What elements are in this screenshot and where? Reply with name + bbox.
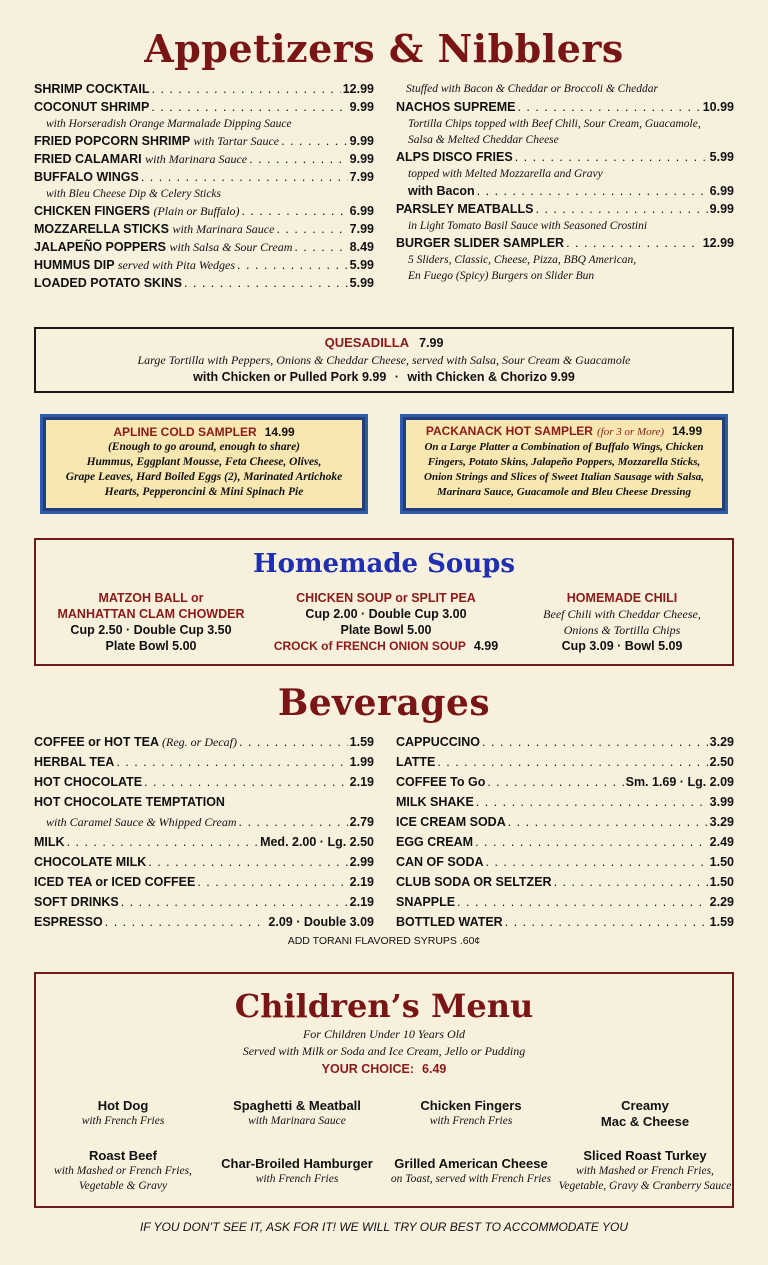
menu-item: BOTTLED WATER . . . 1.59 <box>396 912 734 932</box>
cold-sampler-line: Hearts, Pepperoncini & Mini Spinach Pie <box>104 486 304 498</box>
menu-item: LOADED POTATO SKINS . . . 5.99 <box>34 274 374 292</box>
hot-sampler-line: Fingers, Potato Skins, Jalapeño Poppers, Mozzarella Sticks, <box>427 456 701 468</box>
menu-item: CHICKEN FINGERS (Plain or Buffalo) . . . 6.99 <box>34 202 374 220</box>
menu-item: HOT CHOCOLATE . . . 2.19 <box>34 772 374 792</box>
menu-item: CLUB SODA OR SELTZER . . . 1.50 <box>396 872 734 892</box>
cold-sampler-line: Grape Leaves, Hard Boiled Eggs (2), Marinated Artichoke <box>65 471 343 483</box>
menu-item: FRIED POPCORN SHRIMP with Tartar Sauce . . . 9.99 <box>34 132 374 150</box>
hot-sampler-line: On a Large Platter a Combination of Buffalo Wings, Chicken <box>424 441 704 453</box>
kids-item: Char-Broiled Hamburger with French Fries <box>221 1156 373 1185</box>
hot-sampler-line: Onion Strings and Slices of Sweet Italian Sausage with Salsa, <box>424 471 704 483</box>
appetizers-left-column <box>34 80 374 292</box>
menu-item-desc: Tortilla Chips topped with Beef Chili, Sour Cream, Guacamole, <box>408 118 701 130</box>
cold-sampler-box <box>40 414 368 514</box>
menu-item: HUMMUS DIP served with Pita Wedges . . . 5.99 <box>34 256 374 274</box>
menu-item-desc: in Light Tomato Basil Sauce with Seasoned Crostini <box>408 220 648 232</box>
menu-item: NACHOS SUPREME . . . 10.99 <box>396 98 734 116</box>
children-sub: For Children Under 10 Years Old <box>302 1027 466 1041</box>
syrups-note: ADD TORANI FLAVORED SYRUPS .60¢ <box>287 935 481 947</box>
children-box <box>34 972 734 1208</box>
kids-item: Sliced Roast Turkey with Mashed or French Fries, Vegetable, Gravy & Cranberry Sauce <box>558 1148 732 1192</box>
cold-sampler-line: Hummus, Eggplant Mousse, Feta Cheese, Olives, <box>86 456 322 468</box>
kids-item: Grilled American Cheese on Toast, served with French Fries <box>390 1156 552 1185</box>
soup-chili: HOMEMADE CHILI Beef Chili with Cheddar Cheese, Onions & Tortilla Chips Cup 3.09 · Bowl 5.09 <box>543 591 701 653</box>
soup-chicken: CHICKEN SOUP or SPLIT PEA Cup 2.00 · Double Cup 3.00 Plate Bowl 5.00 CROCK of FRENCH ONION SOUP 4.99 <box>273 591 499 653</box>
menu-item-desc: En Fuego (Spicy) Burgers on Slider Bun <box>408 270 595 282</box>
menu-item: ALPS DISCO FRIES . . . 5.99 <box>396 148 734 166</box>
hot-sampler-heading: PACKANACK HOT SAMPLER (for 3 or More) 14.99 <box>425 424 703 438</box>
quesadilla-desc: Large Tortilla with Peppers, Onions & Cheddar Cheese, served with Salsa, Sour Cream & Guacamole <box>137 353 631 367</box>
children-choice: YOUR CHOICE: 6.49 <box>321 1062 447 1076</box>
menu-item: ICE CREAM SODA . . . 3.29 <box>396 812 734 832</box>
menu-item: BUFFALO WINGS . . . 7.99 <box>34 168 374 186</box>
kids-item: Roast Beef with Mashed or French Fries, Vegetable & Gravy <box>54 1148 192 1192</box>
kids-item: Chicken Fingers with French Fries <box>420 1098 522 1127</box>
kids-item: Creamy Mac & Cheese <box>600 1098 690 1129</box>
menu-item: SOFT DRINKS . . . 2.19 <box>34 892 374 912</box>
menu-item-desc: 5 Sliders, Classic, Cheese, Pizza, BBQ American, <box>408 254 637 266</box>
menu-item: MILK . . . Med. 2.00 · Lg. 2.50 <box>34 832 374 852</box>
quesadilla-options: with Chicken or Pulled Pork 9.99 · with Chicken & Chorizo 9.99 <box>193 370 575 384</box>
menu-item: EGG CREAM . . . 2.49 <box>396 832 734 852</box>
menu-item-desc: Salsa & Melted Cheddar Cheese <box>408 134 559 146</box>
menu-item: SNAPPLE . . . 2.29 <box>396 892 734 912</box>
kids-item: Hot Dog with French Fries <box>81 1098 165 1127</box>
menu-item-desc: with Horseradish Orange Marmalade Dipping Sauce <box>46 118 292 130</box>
menu-item-desc: topped with Melted Mozzarella and Gravy <box>408 168 603 180</box>
kids-item: Spaghetti & Meatball with Marinara Sauce <box>233 1098 361 1127</box>
menu-item: CAN OF SODA . . . 1.50 <box>396 852 734 872</box>
menu-item: with Caramel Sauce & Whipped Cream . . . 2.79 <box>34 812 374 832</box>
quesadilla-box <box>34 327 734 393</box>
menu-item: ESPRESSO . . . 2.09 · Double 3.09 <box>34 912 374 932</box>
children-title: Children’s Menu <box>234 987 534 1025</box>
soup-matzoh: MATZOH BALL or MANHATTAN CLAM CHOWDER Cup 2.50 · Double Cup 3.50 Plate Bowl 5.00 <box>57 591 245 653</box>
soups-box <box>34 538 734 666</box>
quesadilla-heading: QUESADILLA 7.99 <box>324 335 444 350</box>
appetizers-right-column <box>396 80 734 284</box>
menu-item: MOZZARELLA STICKS with Marinara Sauce . . . 7.99 <box>34 220 374 238</box>
beverages-title: Beverages <box>277 682 491 724</box>
menu-item: BURGER SLIDER SAMPLER . . . 12.99 <box>396 234 734 252</box>
footer-note: IF YOU DON’T SEE IT, ASK FOR IT! WE WILL TRY OUR BEST TO ACCOMMODATE YOU <box>139 1220 629 1234</box>
menu-item: PARSLEY MEATBALLS . . . 9.99 <box>396 200 734 218</box>
menu-item: COFFEE To Go . . . Sm. 1.69 · Lg. 2.09 <box>396 772 734 792</box>
cold-sampler-heading: APLINE COLD SAMPLER 14.99 <box>113 425 295 439</box>
menu-item: FRIED CALAMARI with Marinara Sauce . . . 9.99 <box>34 150 374 168</box>
menu-item: JALAPEÑO POPPERS with Salsa & Sour Cream . . . 8.49 <box>34 238 374 256</box>
children-sub: Served with Milk or Soda and Ice Cream, Jello or Pudding <box>242 1044 526 1058</box>
cold-sampler-sub: (Enough to go around, enough to share) <box>107 441 301 453</box>
menu-item: COFFEE or HOT TEA (Reg. or Decaf) . . . 1.59 <box>34 732 374 752</box>
menu-item-desc: Stuffed with Bacon & Cheddar or Broccoli & Cheddar <box>406 83 658 95</box>
hot-sampler-line: Marinara Sauce, Guacamole and Bleu Cheese Dressing <box>437 486 691 498</box>
menu-item: HERBAL TEA . . . 1.99 <box>34 752 374 772</box>
menu-item-desc: with Bleu Cheese Dip & Celery Sticks <box>46 188 222 200</box>
hot-sampler-box <box>400 414 728 514</box>
appetizers-title: Appetizers & Nibblers <box>144 26 624 71</box>
menu-item: HOT CHOCOLATE TEMPTATION <box>34 795 225 809</box>
beverages-right-column <box>396 732 734 932</box>
menu-item: CAPPUCCINO . . . 3.29 <box>396 732 734 752</box>
menu-item: LATTE . . . 2.50 <box>396 752 734 772</box>
menu-item: COCONUT SHRIMP . . . 9.99 <box>34 98 374 116</box>
beverages-left-column <box>34 732 374 932</box>
menu-item: CHOCOLATE MILK . . . 2.99 <box>34 852 374 872</box>
menu-item: MILK SHAKE . . . 3.99 <box>396 792 734 812</box>
menu-item: SHRIMP COCKTAIL . . . 12.99 <box>34 80 374 98</box>
soups-title: Homemade Soups <box>253 549 515 579</box>
menu-item: ICED TEA or ICED COFFEE . . . 2.19 <box>34 872 374 892</box>
menu-item: with Bacon . . . 6.99 <box>396 182 734 200</box>
